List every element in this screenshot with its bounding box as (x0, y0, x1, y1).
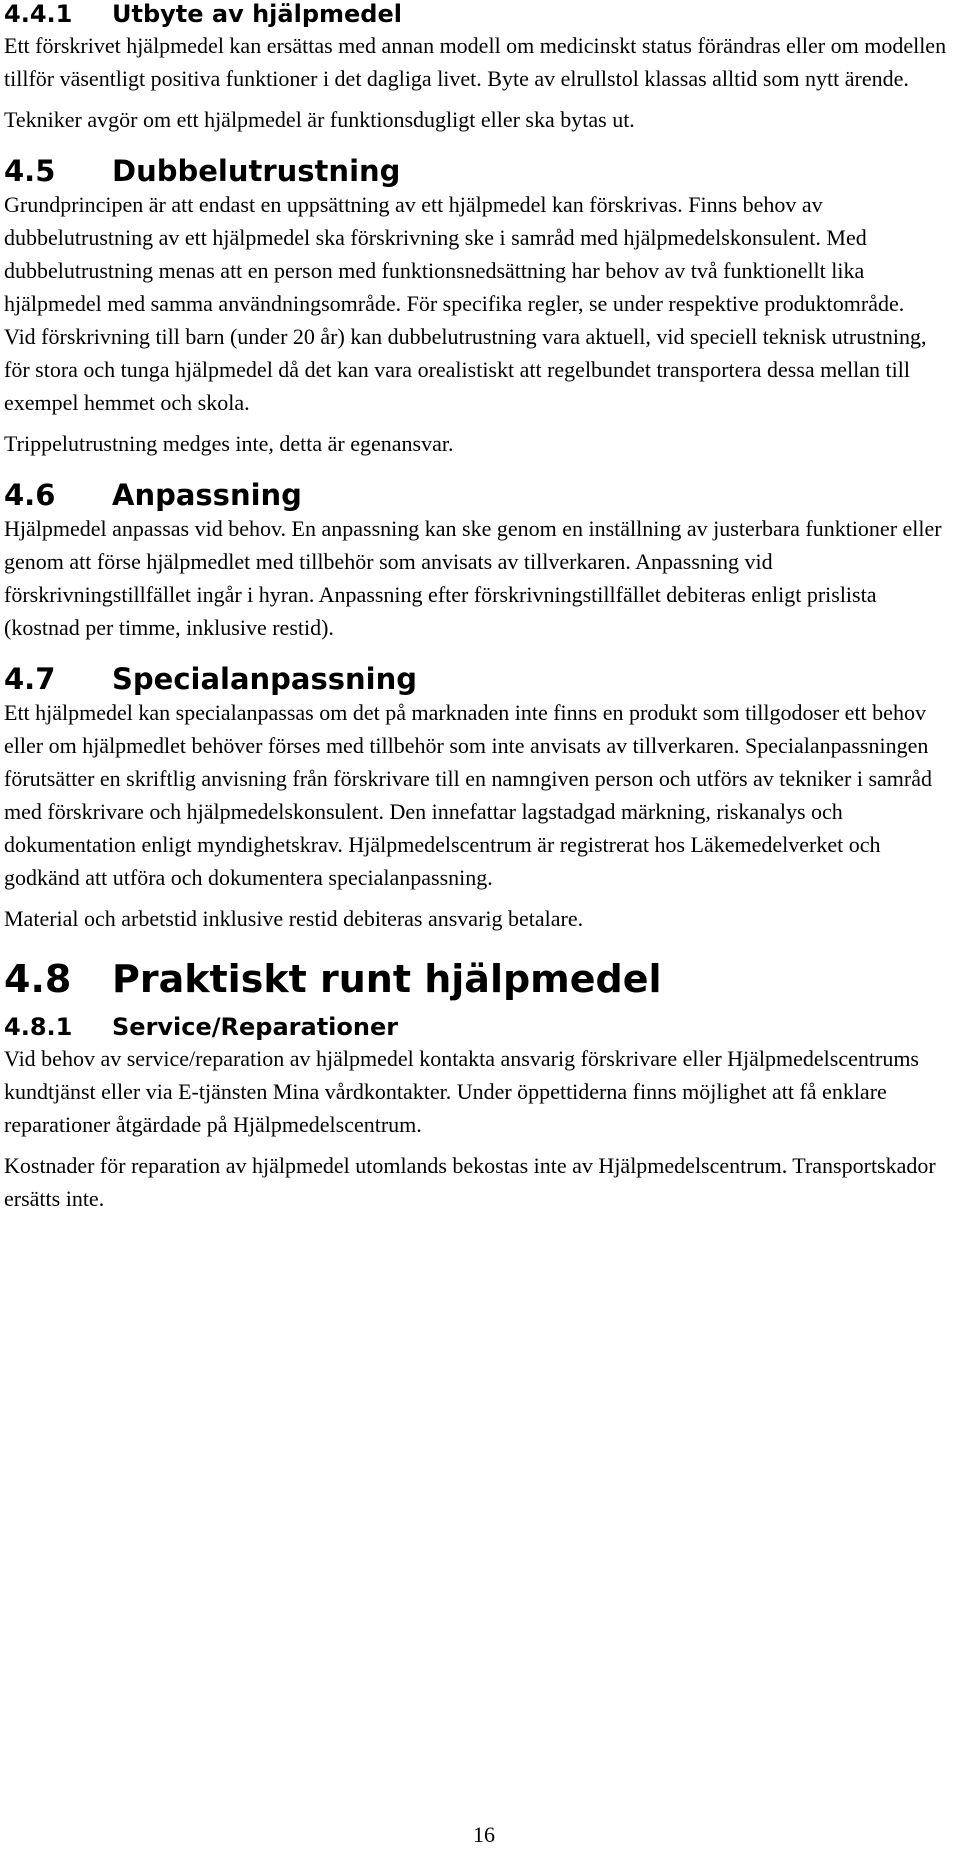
paragraph-4-7-a: Ett hjälpmedel kan specialanpassas om det på marknaden inte finns en produkt som tillgodoser ett behov eller om hjälpmedlet behöver förses med tillbehör som inte anvisats av tillverkaren. Specialanpassningen förutsätter en skriftlig anvisning från förskrivare till en namngiven person och utförs av tekniker i samråd med förskrivare och hjälpmedelskonsulent. Den innefattar lagstadgad märkning, riskanalys och dokumentation enligt myndighetskrav. Hjälpmedelscentrum är registrerat hos Läkemedelverket och godkänd att utföra och dokumentera specialanpassning. (4, 700, 933, 890)
heading-4-4-1 (4, 0, 954, 29)
heading-title: Praktiskt runt hjälpmedel (112, 957, 662, 1001)
paragraph-4-7-b: Material och arbetstid inklusive restid debiteras ansvarig betalare. (4, 906, 584, 931)
document-body (4, 0, 954, 1215)
paragraph-4-6: Hjälpmedel anpassas vid behov. En anpassning kan ske genom en inställning av justerbara funktioner eller genom att förse hjälpmedlet med tillbehör som anvisats av tillverkaren. Anpassning vid förskrivningstillfället ingår i hyran. Anpassning efter förskrivningstillfället debiteras enligt prislista (kostnad per timme, inklusive restid). (4, 516, 942, 640)
page-footer (0, 1822, 960, 1848)
paragraph-4-8-1-b: Kostnader för reparation av hjälpmedel utomlands bekostas inte av Hjälpmedelscentrum. Transportskador ersätts inte. (4, 1153, 936, 1211)
paragraph-4-4-1-b: Tekniker avgör om ett hjälpmedel är funktionsdugligt eller ska bytas ut. (4, 107, 635, 132)
heading-number: 4.7 (4, 662, 56, 696)
heading-title: Dubbelutrustning (112, 154, 401, 188)
heading-4-8-1 (4, 1013, 954, 1042)
paragraph-4-5-b: Vid förskrivning till barn (under 20 år) kan dubbelutrustning vara aktuell, vid speciell teknisk utrustning, för stora och tunga hjälpmedel då det kan vara orealistiskt att regelbundet transportera dessa mellan till exempel hemmet och skola. (4, 324, 927, 415)
heading-4-5 (4, 154, 954, 188)
paragraph-4-8-1-a: Vid behov av service/reparation av hjälpmedel kontakta ansvarig förskrivare eller Hjälpmedelscentrums kundtjänst eller via E-tjänsten Mina vårdkontakter. Under öppettiderna finns möjlighet att få enklare reparationer åtgärdade på Hjälpmedelscentrum. (4, 1046, 919, 1137)
page-number: 16 (473, 1822, 495, 1847)
heading-number: 4.8 (4, 957, 72, 1001)
heading-number: 4.5 (4, 154, 56, 188)
heading-number: 4.6 (4, 478, 56, 512)
heading-title: Anpassning (112, 478, 302, 512)
paragraph-4-5-c: Trippelutrustning medges inte, detta är egenansvar. (4, 431, 454, 456)
heading-4-6 (4, 478, 954, 512)
paragraph-4-5-a: Grundprincipen är att endast en uppsättning av ett hjälpmedel kan förskrivas. Finns behov av dubbelutrustning av ett hjälpmedel ska förskrivning ske i samråd med hjälpmedelskonsulent. Med dubbelutrustning menas att en person med funktionsnedsättning har behov av två funktionellt lika hjälpmedel med samma användningsområde. För specifika regler, se under respektive produktområde. (4, 192, 905, 316)
heading-number: 4.4.1 (4, 0, 73, 28)
heading-title: Utbyte av hjälpmedel (112, 0, 402, 28)
heading-4-8 (4, 957, 954, 1001)
heading-4-7 (4, 662, 954, 696)
heading-number: 4.8.1 (4, 1013, 73, 1041)
heading-title: Specialanpassning (112, 662, 418, 696)
paragraph-4-4-1-a: Ett förskrivet hjälpmedel kan ersättas med annan modell om medicinskt status förändras eller om modellen tillför väsentligt positiva funktioner i det dagliga livet. Byte av elrullstol klassas alltid som nytt ärende. (4, 33, 947, 91)
heading-title: Service/Reparationer (112, 1013, 399, 1041)
